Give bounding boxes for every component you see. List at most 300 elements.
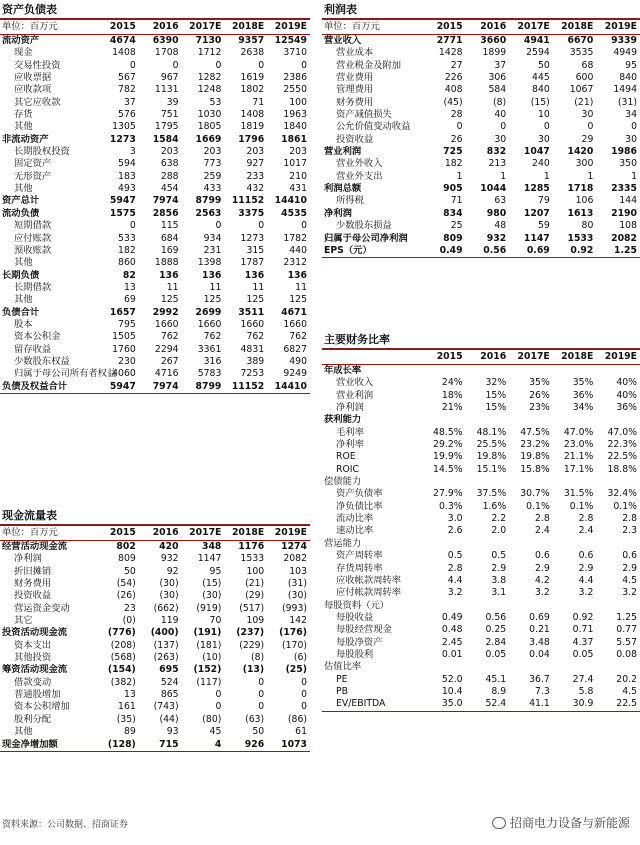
year-header: 2015 (96, 19, 139, 35)
cell-value: 2.2 (491, 513, 507, 525)
cell-value: 0.92 (553, 245, 597, 258)
row-label: 负债合计 (2, 306, 40, 318)
row-label: 应收票据 (14, 72, 52, 84)
cell-value: 30 (581, 109, 594, 121)
cell-value: 48.5% (433, 426, 463, 438)
cell-value: 100 (246, 565, 265, 577)
cell-value: 11 (209, 281, 222, 293)
cell-value: 3361 (197, 343, 222, 355)
cell-value: 1660 (197, 318, 222, 330)
cell-value: (6) (293, 652, 307, 664)
row-label: 营业收入 (324, 35, 362, 46)
cell-value: 210 (289, 170, 307, 182)
cell-value: 2.9 (622, 562, 637, 574)
row-label: 营业利润 (324, 146, 362, 158)
row-label: 资产减值损失 (336, 109, 392, 121)
table-row (0, 701, 310, 713)
table-row (322, 600, 640, 612)
cell-value (553, 538, 597, 550)
cell-value: 1505 (112, 331, 136, 343)
row-label: 偿债能力 (324, 476, 362, 488)
cell-value: 2550 (283, 84, 307, 96)
cell-value: 3 (129, 146, 136, 158)
cell-value: 3.1 (491, 587, 507, 599)
row-label: 筹资活动现金流 (2, 664, 68, 676)
cell-value: 28 (450, 109, 463, 121)
cell-value: 136 (287, 269, 307, 281)
cell-value: 431 (289, 183, 307, 195)
cell-value: 840 (532, 84, 550, 96)
cell-value (466, 414, 510, 426)
row-label: 每股收益 (336, 611, 374, 623)
row-label: 长期股权投资 (14, 146, 70, 158)
cell-value (509, 600, 553, 612)
cell-value: 7.3 (534, 685, 550, 697)
cell-value: 5.57 (616, 636, 637, 648)
cell-value: 300 (575, 158, 594, 170)
cell-value: 1398 (197, 257, 222, 269)
cell-value: (31) (287, 578, 307, 590)
header-row (322, 349, 640, 365)
cell-value: 980 (486, 207, 507, 219)
cell-value: 762 (160, 331, 179, 343)
year-header: 2018E (553, 349, 597, 365)
table-row (322, 183, 640, 195)
cell-value: 1796 (238, 133, 265, 145)
cell-value: 63 (494, 195, 507, 207)
table-row (322, 649, 640, 661)
cell-value: 1047 (523, 146, 550, 158)
cell-value: 967 (160, 72, 179, 84)
cell-value: 0.1% (569, 500, 594, 512)
cell-value: 95 (625, 59, 637, 71)
cell-value: 4.4 (578, 574, 594, 586)
cell-value (509, 661, 553, 673)
cell-value: 23% (529, 402, 550, 414)
table-row (322, 661, 640, 673)
cell-value: 89 (123, 726, 136, 738)
cell-value (553, 600, 597, 612)
table-row (322, 97, 640, 109)
cell-value: 1708 (154, 47, 179, 59)
cell-value: 493 (118, 183, 136, 195)
cell-value: 4.4 (447, 574, 463, 586)
cell-value: 1147 (523, 232, 550, 244)
cell-value: 52.0 (441, 673, 463, 685)
cell-value: 0 (258, 59, 265, 71)
cell-value: 41.1 (509, 698, 553, 711)
cell-value: 4 (182, 739, 225, 752)
row-label: PE (336, 673, 348, 685)
cell-value: 11152 (231, 195, 265, 207)
unit-label: 单位：百万元 (0, 525, 96, 541)
income-title: 利润表 (324, 3, 357, 16)
cell-value: 106 (575, 195, 594, 207)
cell-value: (15) (202, 578, 222, 590)
cell-value: 267 (160, 355, 179, 367)
cell-value: 1712 (197, 47, 222, 59)
cell-value: 5947 (109, 195, 136, 207)
table-row (0, 121, 310, 133)
cell-value (553, 365, 597, 378)
table-row (0, 726, 310, 738)
year-header: 2016 (139, 525, 182, 541)
table-row (322, 464, 640, 476)
cell-value: 226 (444, 72, 463, 84)
cell-value: 4831 (240, 343, 265, 355)
cell-value: 0.21 (529, 624, 550, 636)
unit-label: 单位：百万元 (0, 19, 96, 35)
balance-sheet-table (0, 18, 310, 394)
year-header: 2017E (509, 19, 553, 35)
cell-value: 584 (488, 84, 507, 96)
row-label: 其他 (14, 726, 33, 738)
cell-value: 2.3 (622, 525, 637, 537)
cell-value: 11 (166, 281, 179, 293)
cell-value: 306 (488, 72, 507, 84)
cell-value: 3660 (480, 35, 507, 46)
cell-value: 809 (443, 232, 463, 244)
cell-value: 1575 (109, 207, 136, 219)
cell-value: (54) (116, 578, 136, 590)
cell-value: 2.6 (447, 525, 463, 537)
cell-value: 840 (619, 72, 637, 84)
table-row (0, 84, 310, 96)
year-header: 2019E (267, 19, 310, 35)
cell-value: 50 (123, 565, 136, 577)
table-row (0, 689, 310, 701)
cell-value: 432 (246, 183, 265, 195)
table-row (0, 664, 310, 676)
cell-value: 762 (246, 331, 265, 343)
year-header: 2015 (422, 349, 466, 365)
income-panel (322, 2, 640, 258)
cell-value: 316 (203, 355, 222, 367)
row-label: 毛利率 (336, 426, 364, 438)
cell-value: 0 (172, 59, 179, 71)
row-label: 股本 (14, 318, 33, 330)
table-row (322, 158, 640, 170)
cell-value: 1.25 (596, 245, 640, 258)
cell-value: (662) (153, 602, 179, 614)
year-header: 2017E (182, 525, 225, 541)
cell-value: 533 (118, 232, 136, 244)
cell-value: 0.77 (616, 624, 637, 636)
ratios-title: 主要财务比率 (324, 333, 390, 346)
cell-value: 1408 (240, 109, 265, 121)
cell-value: 136 (201, 269, 222, 281)
cell-value: 1030 (197, 109, 222, 121)
year-header: 2019E (596, 19, 640, 35)
cell-value: (181) (196, 639, 222, 651)
cell-value (553, 476, 597, 488)
table-row (322, 84, 640, 96)
cell-value (422, 476, 466, 488)
row-label: 净利率 (336, 439, 364, 451)
cell-value: 0 (631, 121, 637, 133)
cell-value: 0 (301, 220, 307, 232)
cell-value: 30.7% (520, 488, 550, 500)
table-row (322, 439, 640, 451)
ratios-panel (322, 332, 640, 712)
cell-value: 2386 (283, 72, 307, 84)
row-label: 营业成本 (336, 47, 374, 59)
row-label: 现金净增加额 (0, 739, 96, 752)
cell-value: 11 (252, 281, 265, 293)
cell-value: (63) (245, 713, 265, 725)
table-row (0, 368, 310, 380)
cell-value: 14.5% (433, 463, 463, 475)
row-label: 营运能力 (324, 537, 362, 549)
income-table (322, 18, 640, 258)
table-row (322, 365, 640, 378)
year-header: 2016 (466, 349, 510, 365)
cell-value: 93 (166, 726, 179, 738)
row-label: 利润总额 (324, 183, 362, 195)
cell-value: 79 (537, 195, 550, 207)
cell-value: 2699 (195, 306, 222, 318)
table-row (322, 72, 640, 84)
table-row (322, 427, 640, 439)
row-label: 净利润 (324, 207, 352, 219)
table-row (0, 158, 310, 170)
cell-value: 0.92 (572, 611, 594, 623)
table-row (0, 331, 310, 343)
cell-value: (152) (193, 664, 222, 676)
cell-value: 0.1% (613, 500, 637, 512)
cell-value: 0.05 (572, 648, 594, 660)
cell-value (422, 414, 466, 426)
row-label: 长期负债 (2, 269, 40, 281)
table-row (322, 563, 640, 575)
cell-value: 45.1 (485, 673, 507, 685)
table-row (0, 381, 310, 394)
cell-value: 802 (116, 541, 136, 552)
cell-value: 0.6 (578, 550, 594, 562)
cell-value: 4.37 (572, 636, 594, 648)
row-label: 资产总计 (2, 195, 40, 207)
cell-value: 23.0% (563, 439, 594, 451)
cell-value: 240 (532, 158, 550, 170)
table-row (0, 344, 310, 356)
cell-value: 3.48 (529, 636, 550, 648)
cell-value (509, 476, 553, 488)
cell-value: 1660 (240, 318, 265, 330)
cell-value: 17.1% (563, 463, 594, 475)
row-label: 非流动资产 (2, 133, 49, 145)
table-row (322, 134, 640, 146)
cell-value: 0.49 (441, 611, 463, 623)
row-label: 营业收入 (336, 377, 374, 389)
year-header: 2019E (267, 525, 310, 541)
cell-value: 389 (246, 355, 265, 367)
cell-value: (517) (239, 602, 265, 614)
cell-value: 27.4 (572, 673, 594, 685)
row-label: 营业税金及附加 (336, 59, 402, 71)
cell-value: 18.8% (607, 463, 637, 475)
cell-value: (568) (110, 652, 136, 664)
row-label: 应收款项 (14, 84, 52, 96)
row-label: 存货 (14, 109, 33, 121)
row-label: 每股资料（元） (324, 599, 390, 611)
row-label: 营业外支出 (336, 170, 383, 182)
row-label: 短期借款 (14, 220, 52, 232)
row-label: 长期借款 (14, 281, 52, 293)
cell-value: 14410 (267, 381, 310, 394)
cell-value: 169 (160, 244, 179, 256)
table-row (0, 603, 310, 615)
cell-value: (743) (153, 701, 179, 713)
row-label: 估值比率 (324, 661, 362, 673)
table-row (0, 257, 310, 269)
cell-value: 22.3% (607, 439, 637, 451)
cell-value: 82 (122, 269, 136, 281)
cell-value: (13) (242, 664, 265, 676)
cell-value: 1420 (567, 146, 594, 158)
table-row (322, 47, 640, 59)
cell-value: 0 (258, 701, 265, 713)
cell-value: 1273 (240, 232, 265, 244)
row-label: 流动资产 (2, 35, 40, 46)
cell-value: (30) (287, 590, 307, 602)
cell-value: 50 (537, 59, 550, 71)
cell-value: (776) (107, 627, 136, 639)
year-header: 2019E (596, 349, 640, 365)
cell-value: 30 (494, 133, 507, 145)
cell-value: 3.2 (534, 587, 550, 599)
unit-label (322, 349, 422, 365)
cell-value: 0 (215, 59, 222, 71)
cell-value (553, 661, 597, 673)
cell-value: 408 (444, 84, 463, 96)
cell-value: 50 (252, 726, 265, 738)
cell-value: 1285 (523, 183, 550, 195)
table-row (322, 451, 640, 463)
table-row (322, 550, 640, 562)
cell-value: 125 (160, 294, 179, 306)
table-row (0, 109, 310, 121)
table-row (0, 652, 310, 664)
year-header: 2015 (422, 19, 466, 35)
cell-value: (191) (193, 627, 222, 639)
table-row (322, 513, 640, 525)
cell-value: 182 (444, 158, 463, 170)
table-row (322, 674, 640, 686)
cell-value: 233 (246, 170, 265, 182)
cell-value: 6670 (567, 35, 594, 46)
cell-value: 7974 (152, 195, 179, 207)
cell-value: 52.4 (466, 698, 510, 711)
cell-value: 0 (215, 701, 222, 713)
cell-value: 125 (203, 294, 222, 306)
row-label: 资本公积金 (14, 331, 61, 343)
cell-value: 203 (246, 146, 265, 158)
row-label: 交易性投资 (14, 59, 61, 71)
table-row (322, 624, 640, 636)
cell-value: 1861 (281, 133, 307, 145)
table-row (0, 590, 310, 602)
cell-value: 2294 (154, 343, 179, 355)
cell-value: 1840 (283, 121, 307, 133)
cell-value: 45 (209, 726, 222, 738)
cashflow-title: 现金流量表 (2, 509, 57, 522)
cell-value: 0.25 (485, 624, 507, 636)
cell-value: 1819 (240, 121, 265, 133)
cell-value: 0 (301, 689, 307, 701)
cell-value: 5783 (197, 368, 222, 380)
cell-value: 1782 (283, 232, 307, 244)
cell-value: 4949 (613, 47, 637, 59)
cell-value: 0 (301, 59, 307, 71)
cell-value: 15.8% (520, 463, 550, 475)
cell-value: 2771 (436, 35, 463, 46)
cell-value: 29.2% (433, 439, 463, 451)
cell-value: 0.5 (447, 550, 463, 562)
year-header: 2018E (224, 19, 267, 35)
row-label: 速动比率 (336, 525, 374, 537)
cell-value: (30) (159, 578, 179, 590)
table-row (0, 183, 310, 195)
cell-value: 70 (209, 615, 222, 627)
cell-value (596, 600, 640, 612)
row-label: 每股经营现金 (336, 624, 392, 636)
cell-value: 3710 (283, 47, 307, 59)
cell-value: 1787 (240, 257, 265, 269)
cell-value: 4716 (154, 368, 179, 380)
cell-value: 594 (118, 158, 136, 170)
row-label: 获利能力 (324, 414, 362, 426)
table-row (322, 525, 640, 537)
cell-value: 32.4% (607, 488, 637, 500)
table-row (0, 307, 310, 319)
cell-value: 695 (159, 664, 179, 676)
cell-value: 1305 (112, 121, 136, 133)
cell-value: 36% (572, 389, 594, 401)
table-row (322, 686, 640, 698)
cell-value: 25.5% (476, 439, 507, 451)
cell-value: 905 (443, 183, 463, 195)
cell-value: 1273 (109, 133, 136, 145)
row-label: 股利分配 (14, 713, 52, 725)
cell-value: 12549 (274, 35, 307, 46)
cell-value: 24% (441, 377, 463, 389)
cell-value: 27 (450, 59, 463, 71)
cell-value: 0 (215, 220, 222, 232)
source-note: 资料来源：公司数据、招商证券 (2, 820, 129, 830)
table-row (0, 233, 310, 245)
cell-value: (26) (116, 590, 136, 602)
cell-value: (8) (493, 96, 507, 108)
cell-value: 1718 (567, 183, 594, 195)
row-label: 归属于母公司净利润 (324, 232, 408, 244)
row-label: 其他 (14, 121, 33, 133)
cell-value: 95 (209, 565, 222, 577)
cell-value: 32% (485, 377, 507, 389)
table-row (0, 677, 310, 689)
cell-value: 1494 (613, 84, 637, 96)
cell-value: 80 (581, 220, 594, 232)
cell-value: 0 (543, 121, 550, 133)
cell-value: 40% (616, 377, 637, 389)
table-row (0, 245, 310, 257)
cell-value: 213 (488, 158, 507, 170)
cell-value: 932 (160, 553, 179, 565)
cell-value (422, 538, 466, 550)
cell-value: 40 (494, 109, 507, 121)
cell-value: 860 (118, 257, 136, 269)
cell-value: (45) (443, 96, 463, 108)
cell-value: 1760 (112, 343, 136, 355)
